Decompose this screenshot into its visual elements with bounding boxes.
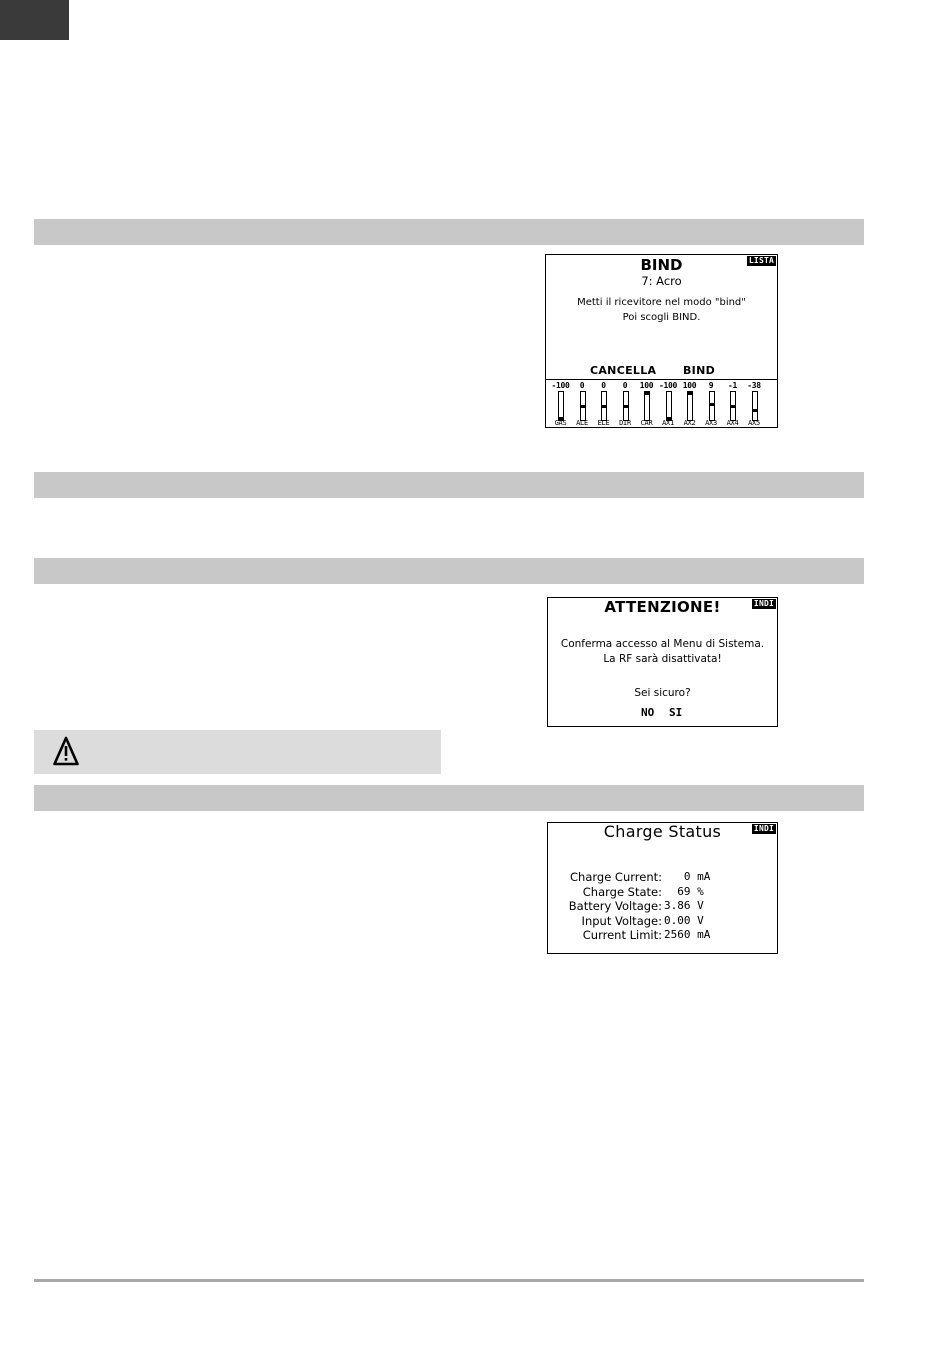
channel-value: 100 (682, 381, 697, 390)
channel-bar (752, 391, 758, 421)
channel-value: 0 (601, 381, 606, 390)
charge-screen-badge: INDI (753, 824, 774, 833)
section-header-bar-4 (34, 785, 864, 811)
bind-screen-title: BIND (640, 256, 683, 274)
channel-label: DIR (619, 419, 631, 427)
channel-label: AX2 (683, 419, 696, 427)
channel-bar (601, 391, 607, 421)
channel-bar (623, 391, 629, 421)
warning-notice-box (34, 730, 441, 774)
section-header-bar-2 (34, 472, 864, 498)
channel-value: 9 (708, 381, 714, 390)
channel-monitor (549, 381, 774, 427)
section-header-bar-1 (34, 219, 864, 245)
bind-screen-instruction-2: Poi scogli BIND. (622, 312, 701, 323)
charge-status-value: 0.00 V (664, 913, 704, 927)
charge-status-label: Charge Current: (570, 870, 662, 884)
charge-status-label: Input Voltage: (581, 913, 662, 928)
channel-label: AX5 (748, 419, 760, 427)
warning-screen-title: ATTENZIONE! (604, 598, 721, 616)
page-corner-tab (0, 0, 69, 40)
channel-value: -38 (747, 381, 761, 390)
warning-screen-question: Sei sicuro? (634, 687, 691, 699)
bind-screen-divider (546, 379, 777, 380)
channel-ax5 (744, 381, 765, 427)
bind-button[interactable]: BIND (683, 364, 716, 377)
channel-label: AX1 (662, 419, 674, 427)
charge-screen-title: Charge Status (603, 822, 722, 841)
channel-label: AX3 (705, 419, 717, 427)
channel-bar (644, 391, 650, 421)
page-bottom-rule (34, 1279, 864, 1282)
channel-label: CAR (640, 419, 653, 427)
channel-value: 0 (579, 381, 585, 390)
channel-value: 0 (622, 381, 628, 390)
channel-value: -1 (727, 381, 738, 390)
system-menu-warning-screen (547, 597, 778, 727)
channel-label: GAS (554, 419, 567, 427)
charge-status-value: 0 mA (664, 870, 711, 883)
channel-bar-indicator (645, 392, 649, 395)
charge-status-label: Current Limit: (582, 928, 662, 942)
channel-label: AX4 (726, 419, 739, 427)
channel-bar-indicator (731, 405, 735, 408)
channel-bar (666, 391, 672, 421)
no-button[interactable]: NO (641, 706, 655, 719)
channel-bar (558, 391, 564, 421)
charge-status-row (548, 885, 777, 899)
channel-bar-indicator (581, 405, 585, 408)
channel-bar (687, 391, 693, 421)
warning-screen-line-2: La RF sarà disattivata! (603, 653, 722, 665)
bind-screen-instruction-1: Metti il ricevitore nel modo "bind" (577, 297, 746, 308)
warning-screen-line-1: Conferma accesso al Menu di Sistema. (560, 638, 765, 650)
charge-status-row (548, 914, 777, 928)
section-header-bar-3 (34, 558, 864, 584)
charge-status-screen (547, 822, 778, 954)
channel-bar-indicator (753, 409, 757, 412)
charge-status-value: 3.86 V (664, 899, 704, 912)
channel-bar (580, 391, 586, 421)
channel-value: -100 (551, 381, 570, 390)
charge-status-row (548, 928, 777, 942)
charge-status-value: 69 % (664, 884, 704, 898)
bind-screen-model: 7: Acro (641, 274, 682, 288)
channel-bar-indicator (624, 405, 628, 408)
charge-status-label: Charge State: (582, 884, 662, 899)
channel-label: ELE (597, 419, 610, 427)
bind-screen-badge: LISTA (748, 256, 774, 265)
charge-status-value: 2560 mA (664, 928, 711, 941)
charge-status-label: Battery Voltage: (568, 899, 662, 913)
channel-label: ALE (576, 419, 588, 427)
warning-triangle-icon (53, 736, 79, 767)
channel-bar (709, 391, 715, 421)
charge-status-table (548, 870, 777, 945)
bind-screen (545, 254, 778, 428)
charge-status-row (548, 870, 777, 884)
channel-value: -100 (658, 381, 678, 390)
channel-bar-indicator (602, 405, 606, 408)
warning-screen-badge: INDI (753, 599, 774, 608)
yes-button[interactable]: SI (669, 706, 683, 719)
channel-bar-indicator (688, 392, 692, 395)
cancel-button[interactable]: CANCELLA (590, 364, 657, 377)
channel-value: 100 (639, 381, 654, 390)
charge-status-row (548, 899, 777, 913)
channel-bar-indicator (710, 403, 714, 406)
channel-bar (730, 391, 736, 421)
